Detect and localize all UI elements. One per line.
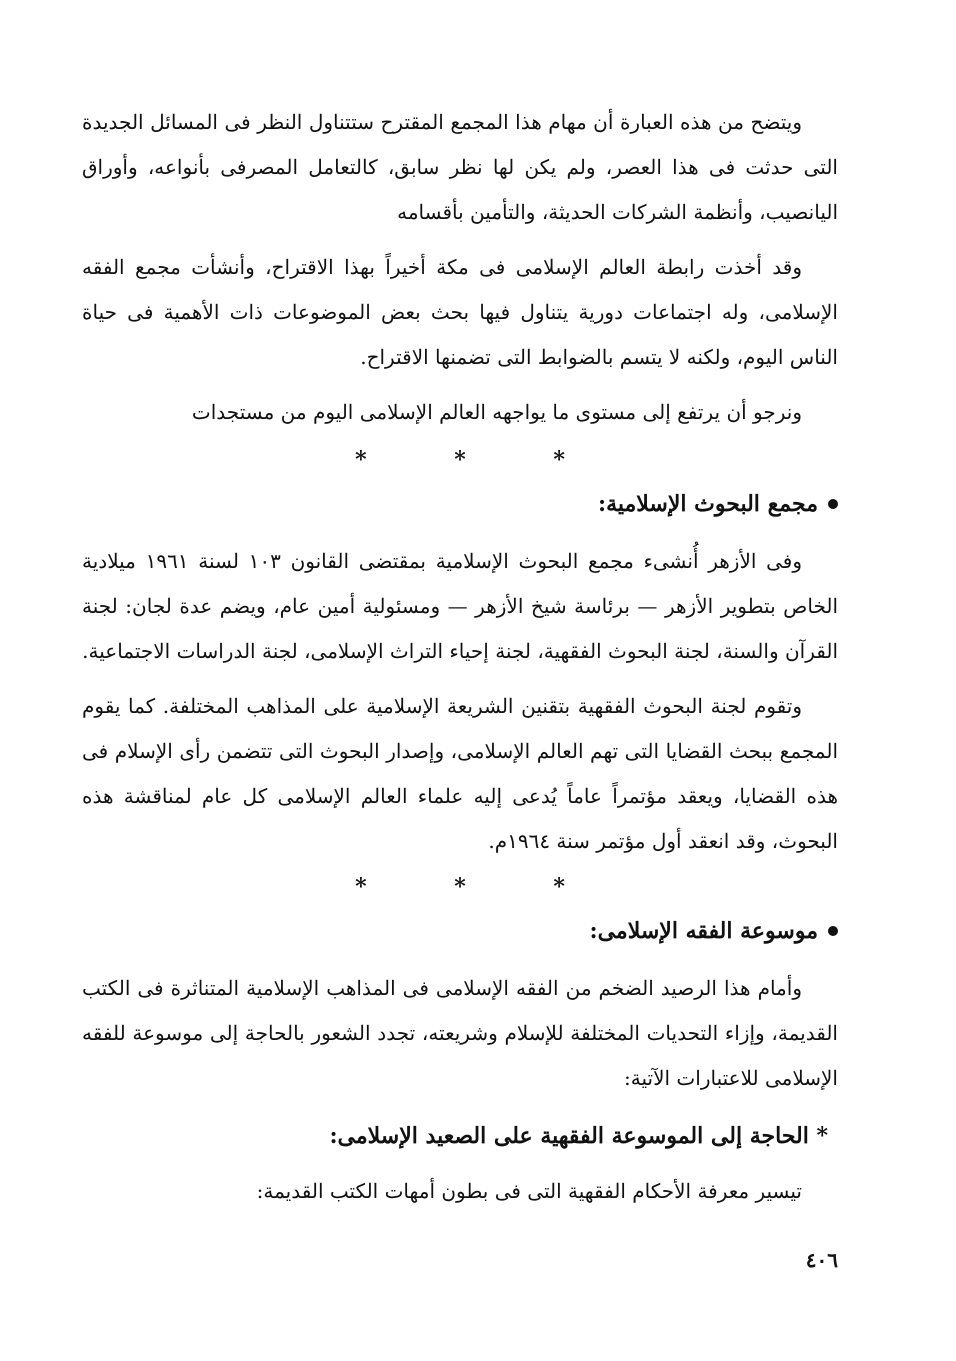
section-separator-2: * * * [355,874,605,900]
paragraph-1: ويتضح من هذه العبارة أن مهام هذا المجمع المقترح ستتناول النظر فى المسائل الجديدة التى حدثت فى هذا العصر، ولم يكن لها نظر سابق، كالتعامل المصرفى بأنواعه، وأوراق اليانصيب، وأنظمة الشركات الحديثة، والتأمين بأقسامه [82,110,838,224]
section-heading-text: موسوعة الفقه الإسلامى: [589,918,818,944]
bullet-icon [828,926,838,936]
section-heading-research-academy [82,479,838,529]
subsection-heading: * الحاجة إلى الموسوعة الفقهية على الصعيد الإسلامى: [329,1123,828,1149]
paragraph-4: وفى الأزهر أُنشىء مجمع البحوث الإسلامية بمقتضى القانون ١٠٣ لسنة ١٩٦١ ميلادية الخاص بتطوير الأزهر — برئاسة شيخ الأزهر — ومسئولية أمين عام، ويضم عدة لجان: لجنة القرآن والسنة، لجنة البحوث الفقهية، لجنة إحياء التراث الإسلامى، لجنة الدراسات الاجتماعية. [82,549,838,663]
paragraph-6: وأمام هذا الرصيد الضخم من الفقه الإسلامى فى المذاهب الإسلامية المتناثرة فى الكتب القديمة، وإزاء التحديات المختلفة للإسلام وشريعته، تجدد الشعور بالحاجة إلى موسوعة للفقه الإسلامى للاعتبارات الآتية: [82,976,838,1090]
paragraph-2: وقد أخذت رابطة العالم الإسلامى فى مكة أخيراً بهذا الاقتراح، وأنشأت مجمع الفقه الإسلامى، وله اجتماعات دورية يتناول فيها بحث بعض الموضوعات ذات الأهمية فى حياة الناس اليوم، ولكنه لا يتسم بالضوابط التى تضمنها الاقتراح. [82,255,838,369]
paragraph-5: وتقوم لجنة البحوث الفقهية بتقنين الشريعة الإسلامية على المذاهب المختلفة. كما يقوم المجمع ببحث القضايا التى تهم العالم الإسلامى، وإصدار البحوث التى تتضمن رأى الإسلام فى هذه القضايا، ويعقد مؤتمراً عاماً يُدعى إليه علماء العالم الإسلامى كل عام لمناقشة هذه البحوث، وقد انعقد أول مؤتمر سنة ١٩٦٤م. [82,694,838,853]
page-number: ٤٠٦ [805,1248,838,1272]
section-separator-1: * * * [355,447,605,473]
section-heading-text: مجمع البحوث الإسلامية: [597,491,818,517]
section-heading-fiqh-encyclopedia [82,906,838,956]
bullet-icon [828,499,838,509]
paragraph-3: ونرجو أن يرتفع إلى مستوى ما يواجهه العالم الإسلامى اليوم من مستجدات [191,400,802,424]
paragraph-7: تيسير معرفة الأحكام الفقهية التى فى بطون أمهات الكتب القديمة: [256,1179,802,1203]
